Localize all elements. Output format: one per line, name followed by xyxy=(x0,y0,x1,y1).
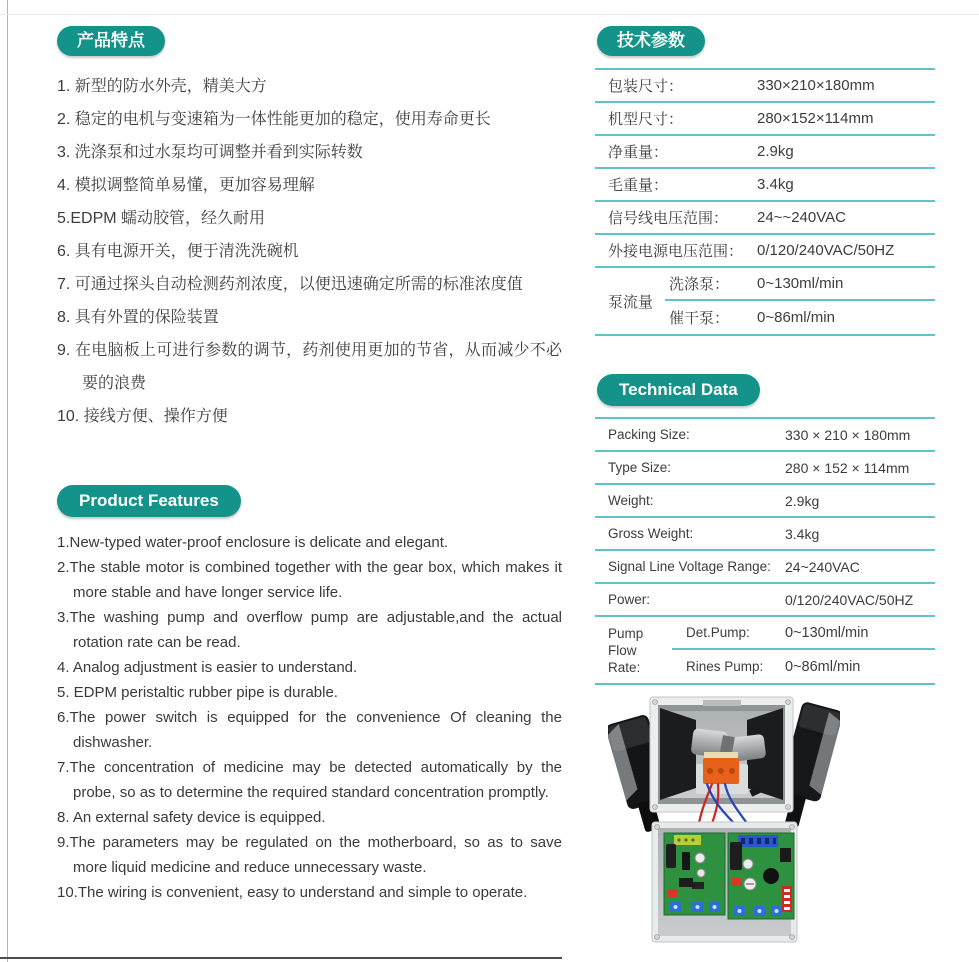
pump-sub-value: 0~86ml/min xyxy=(757,309,835,326)
feature-item-cn: 10. 接线方便、操作方便 xyxy=(57,408,228,425)
pump-subrow xyxy=(665,268,935,301)
page-frame-bottom-line xyxy=(0,957,562,959)
spec-value: 24~~240VAC xyxy=(757,209,846,226)
spec-row xyxy=(595,419,935,452)
left-foam-block xyxy=(660,708,696,800)
spec-value: 2.9kg xyxy=(757,143,794,160)
spec-label: 包装尺寸： xyxy=(608,78,684,95)
spec-value: 280 × 152 × 114mm xyxy=(785,459,910,476)
pump-flow-row-cn xyxy=(595,268,935,336)
pump-flow-label-line1: Pump xyxy=(608,625,644,641)
spec-label: 毛重量： xyxy=(608,177,669,194)
feature-item-cn: 2. 稳定的电机与变速箱为一体性能更加的稳定，使用寿命更长 xyxy=(57,111,491,128)
pump-sub-label: 洗涤泵： xyxy=(669,276,730,293)
spec-row xyxy=(595,518,935,551)
feature-item-cn: 7. 可通过探头自动检测药剂浓度，以便迅速确定所需的标准浓度值 xyxy=(57,276,523,293)
feature-item-cn: 8. 具有外置的保险装置 xyxy=(57,309,219,326)
feature-item-en: 3.The washing pump and overflow pump are adjustable,and the actual rotation rate can be read. xyxy=(57,609,562,651)
spec-label: Power: xyxy=(608,592,651,607)
technical-data-en-table xyxy=(595,417,935,685)
feature-item-en: 5. EDPM peristaltic rubber pipe is durable. xyxy=(57,684,338,701)
spec-value: 0/120/240VAC/50HZ xyxy=(785,591,914,608)
spec-value: 330×210×180mm xyxy=(757,77,875,94)
spec-value: 24~240VAC xyxy=(785,558,860,575)
pump-subrow xyxy=(665,301,935,334)
product-features-cn-header: 产品特点 xyxy=(57,26,165,56)
pump-flow-row-en xyxy=(595,617,935,685)
spec-value: 0/120/240VAC/50HZ xyxy=(757,242,895,259)
feature-item-cn: 5.EDPM 蠕动胶管，经久耐用 xyxy=(57,210,266,227)
spec-value: 330 × 210 × 180mm xyxy=(785,426,911,443)
spec-value: 280×152×114mm xyxy=(757,110,874,127)
pump-flow-label: 泵流量 xyxy=(608,293,654,311)
spec-row xyxy=(595,103,935,136)
bottom-enclosure xyxy=(652,822,797,942)
pump-sub-value: 0~130ml/min xyxy=(757,275,844,292)
spec-row xyxy=(595,584,935,617)
spec-label: Packing Size: xyxy=(608,427,690,442)
page-frame-left-line xyxy=(7,0,8,962)
top-enclosure xyxy=(650,697,793,838)
feature-item-en: 10.The wiring is convenient, easy to understand and simple to operate. xyxy=(57,884,528,901)
spec-value: 2.9kg xyxy=(785,492,820,509)
left-pcb xyxy=(664,833,725,915)
feature-item-en: 2.The stable motor is combined together with the gear box, which makes it more stable and have longer service life. xyxy=(57,559,562,601)
right-pcb xyxy=(728,833,794,919)
pump-flow-subrows xyxy=(672,617,935,683)
feature-item-cn: 6. 具有电源开关，便于清洗洗碗机 xyxy=(57,243,299,260)
pump-flow-label xyxy=(595,617,672,683)
spec-row xyxy=(595,452,935,485)
pump-flow-subrows xyxy=(665,268,935,334)
spec-label: 信号线电压范围： xyxy=(608,210,729,227)
pump-sub-value: 0~130ml/min xyxy=(785,624,869,641)
technical-params-cn-header: 技术参数 xyxy=(597,26,705,56)
product-features-en-list xyxy=(57,530,562,905)
spec-value: 3.4kg xyxy=(757,176,794,193)
spec-label: Type Size: xyxy=(608,460,672,475)
pump-sub-value: 0~86ml/min xyxy=(785,658,861,675)
page-frame-top-line xyxy=(0,14,979,15)
technical-data-en-header: Technical Data xyxy=(597,374,760,406)
feature-item-cn: 9. 在电脑板上可进行参数的调节，药剂使用更加的节省，从而减少不必要的浪费 xyxy=(57,342,562,392)
spec-value: 3.4kg xyxy=(785,525,820,542)
feature-item-en: 8. An external safety device is equipped. xyxy=(57,809,326,826)
feature-item-cn: 4. 模拟调整简单易懂，更加容易理解 xyxy=(57,177,315,194)
feature-item-en: 9.The parameters may be regulated on the motherboard, so as to save more liquid medicine and reduce unnecessary waste. xyxy=(57,834,562,876)
spec-label: Gross Weight: xyxy=(608,526,694,541)
product-photo xyxy=(608,692,840,944)
spec-row xyxy=(595,169,935,202)
feature-item-en: 1.New-typed water-proof enclosure is delicate and elegant. xyxy=(57,534,449,551)
product-photo-illustration xyxy=(608,692,840,944)
spec-label: 机型尺寸： xyxy=(608,111,684,128)
spec-row xyxy=(595,70,935,103)
pump-subrow xyxy=(672,617,935,650)
spec-row xyxy=(595,551,935,584)
feature-item-cn: 3. 洗涤泵和过水泵均可调整并看到实际转数 xyxy=(57,144,363,161)
spec-label: 外接电源电压范围： xyxy=(608,243,744,260)
pump-subrow xyxy=(672,650,935,683)
feature-item-en: 6.The power switch is equipped for the convenience Of cleaning the dishwasher. xyxy=(57,709,562,751)
technical-params-cn-table xyxy=(595,68,935,336)
spec-row xyxy=(595,485,935,518)
spec-label: Signal Line Voltage Range: xyxy=(608,559,771,574)
feature-item-en: 7.The concentration of medicine may be detected automatically by the probe, so as to determine the required standard concentration promptly. xyxy=(57,759,562,801)
spec-label: 净重量： xyxy=(608,144,669,161)
pump-flow-label-line2: Flow Rate: xyxy=(608,642,641,675)
spec-label: Weight: xyxy=(608,493,654,508)
product-features-cn-list xyxy=(57,70,562,433)
feature-item-cn: 1. 新型的防水外壳，精美大方 xyxy=(57,78,267,95)
pump-sub-label: Det.Pump: xyxy=(686,625,750,640)
pump-sub-label: 催干泵： xyxy=(669,310,730,327)
spec-row xyxy=(595,136,935,169)
spec-row xyxy=(595,235,935,268)
feature-item-en: 4. Analog adjustment is easier to understand. xyxy=(57,659,358,676)
product-features-en-header: Product Features xyxy=(57,485,241,517)
spec-row xyxy=(595,202,935,235)
pump-sub-label: Rines Pump: xyxy=(686,659,764,674)
